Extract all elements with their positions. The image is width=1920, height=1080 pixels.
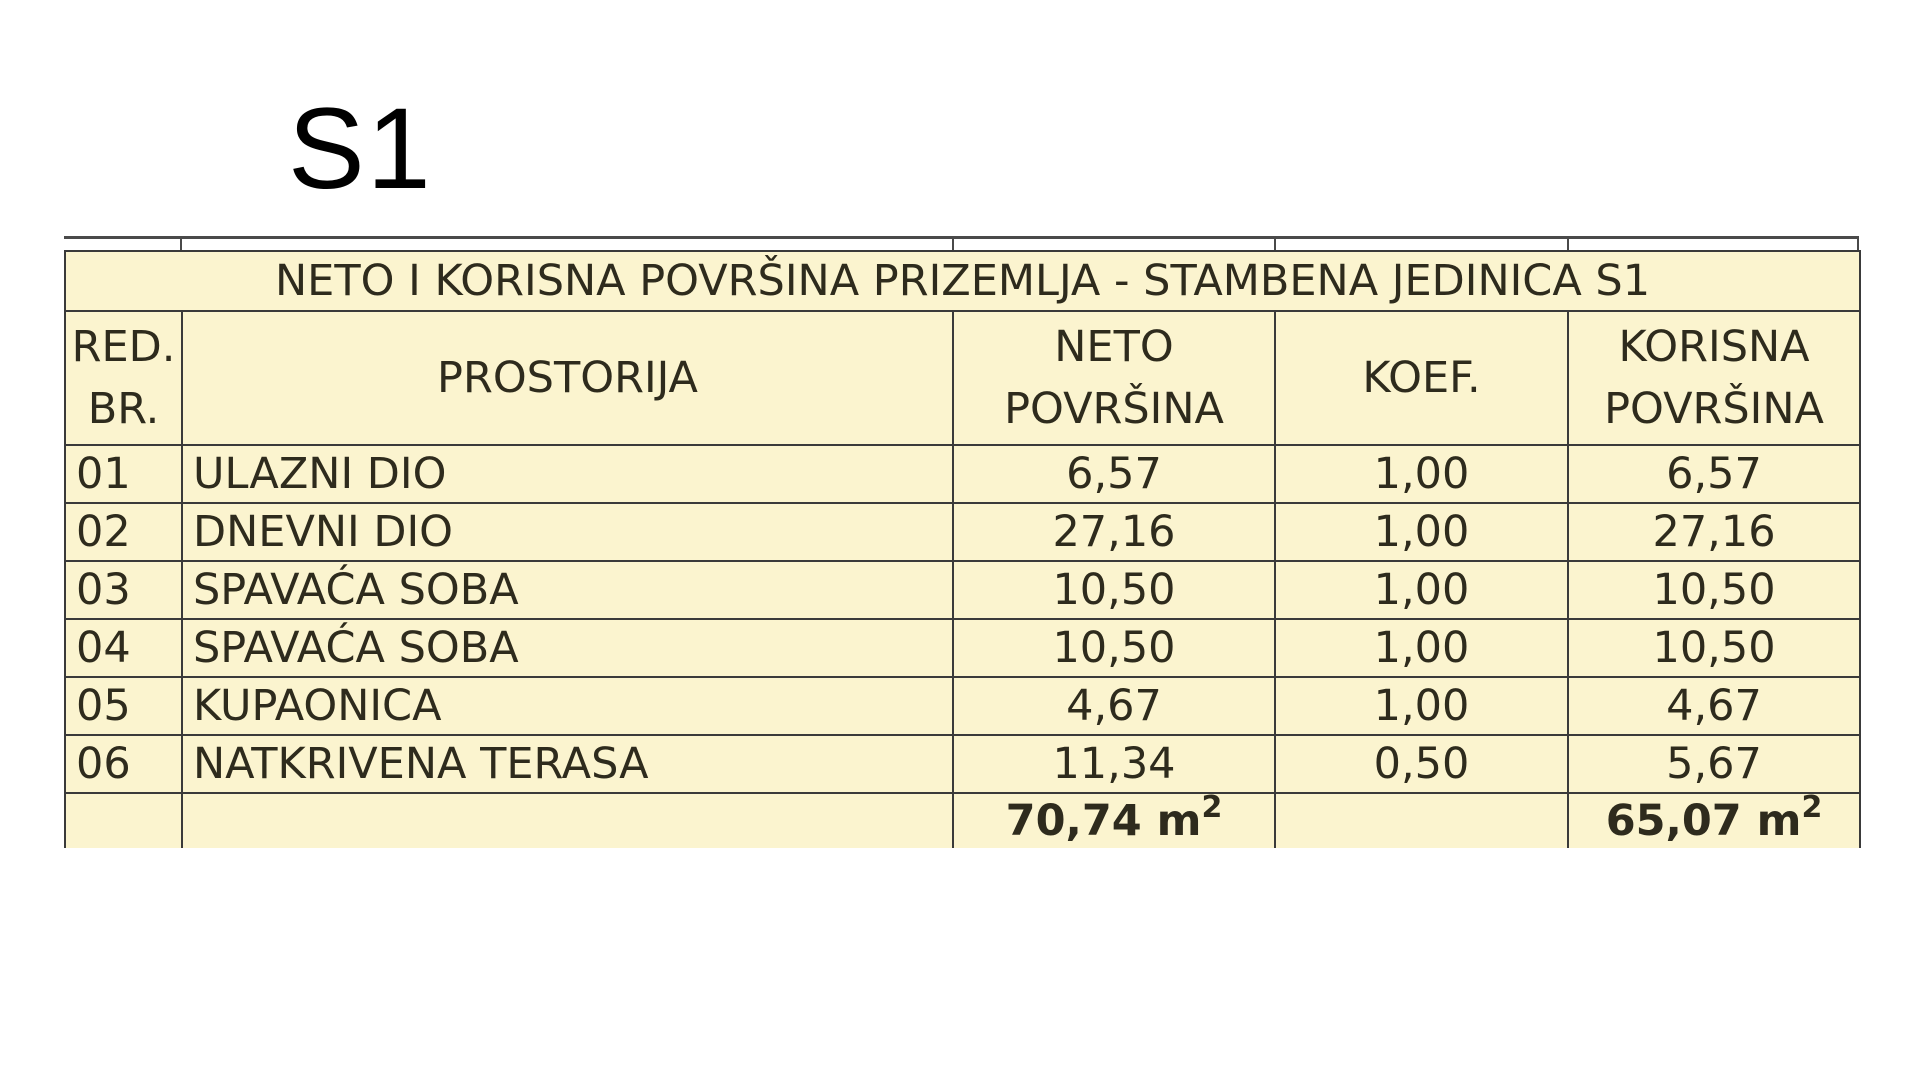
area-table-container <box>64 236 1859 848</box>
table-title: NETO I KORISNA POVRŠINA PRIZEMLJA - STAMBENA JEDINICA S1 <box>65 251 1860 311</box>
page-heading: S1 <box>288 85 433 213</box>
table-header-row <box>65 311 1860 445</box>
table-row <box>65 735 1860 793</box>
totals-empty-cell <box>65 793 182 848</box>
row-number: 04 <box>65 619 182 677</box>
room-name: SPAVAĆA SOBA <box>182 619 953 677</box>
total-usable-value: 65,07 m <box>1605 796 1802 846</box>
table-row <box>65 561 1860 619</box>
neto-area: 27,16 <box>953 503 1275 561</box>
header-korisna-line2: POVRŠINA <box>1604 384 1824 434</box>
total-usable-area <box>1568 793 1860 848</box>
usable-area: 10,50 <box>1568 619 1860 677</box>
usable-area: 5,67 <box>1568 735 1860 793</box>
usable-area: 6,57 <box>1568 445 1860 503</box>
room-name: SPAVAĆA SOBA <box>182 561 953 619</box>
top-strip-tick <box>952 239 954 250</box>
header-neto <box>953 311 1275 445</box>
neto-area: 10,50 <box>953 561 1275 619</box>
totals-empty-cell <box>182 793 953 848</box>
table-row <box>65 619 1860 677</box>
row-number: 02 <box>65 503 182 561</box>
neto-area: 10,50 <box>953 619 1275 677</box>
coefficient: 1,00 <box>1275 677 1568 735</box>
header-red-br <box>65 311 182 445</box>
room-name: ULAZNI DIO <box>182 445 953 503</box>
coefficient: 1,00 <box>1275 503 1568 561</box>
neto-area: 4,67 <box>953 677 1275 735</box>
header-korisna <box>1568 311 1860 445</box>
header-prostorija: PROSTORIJA <box>182 311 953 445</box>
coefficient: 1,00 <box>1275 561 1568 619</box>
top-strip-tick <box>1274 239 1276 250</box>
usable-area: 4,67 <box>1568 677 1860 735</box>
neto-area: 11,34 <box>953 735 1275 793</box>
unit-exponent: 2 <box>1201 793 1223 825</box>
usable-area: 10,50 <box>1568 561 1860 619</box>
header-neto-line2: POVRŠINA <box>1004 384 1224 434</box>
unit-exponent: 2 <box>1801 793 1823 825</box>
header-koef: KOEF. <box>1275 311 1568 445</box>
header-korisna-line1: KORISNA <box>1618 322 1810 372</box>
totals-empty-cell <box>1275 793 1568 848</box>
coefficient: 1,00 <box>1275 619 1568 677</box>
total-neto-area <box>953 793 1275 848</box>
header-neto-line1: NETO <box>1054 322 1174 372</box>
area-table <box>64 250 1861 848</box>
row-number: 06 <box>65 735 182 793</box>
top-strip-tick <box>1567 239 1569 250</box>
total-neto-value: 70,74 m <box>1005 796 1202 846</box>
table-title-row <box>65 251 1860 311</box>
table-row <box>65 677 1860 735</box>
header-red-br-line2: BR. <box>87 384 160 434</box>
header-red-br-line1: RED. <box>71 322 176 372</box>
usable-area: 27,16 <box>1568 503 1860 561</box>
neto-area: 6,57 <box>953 445 1275 503</box>
room-name: NATKRIVENA TERASA <box>182 735 953 793</box>
row-number: 01 <box>65 445 182 503</box>
room-name: KUPAONICA <box>182 677 953 735</box>
table-top-strip <box>64 236 1859 250</box>
table-row <box>65 503 1860 561</box>
top-strip-tick <box>1857 239 1859 250</box>
table-row <box>65 445 1860 503</box>
row-number: 03 <box>65 561 182 619</box>
top-strip-tick <box>180 239 182 250</box>
room-name: DNEVNI DIO <box>182 503 953 561</box>
coefficient: 0,50 <box>1275 735 1568 793</box>
totals-row <box>65 793 1860 848</box>
coefficient: 1,00 <box>1275 445 1568 503</box>
row-number: 05 <box>65 677 182 735</box>
